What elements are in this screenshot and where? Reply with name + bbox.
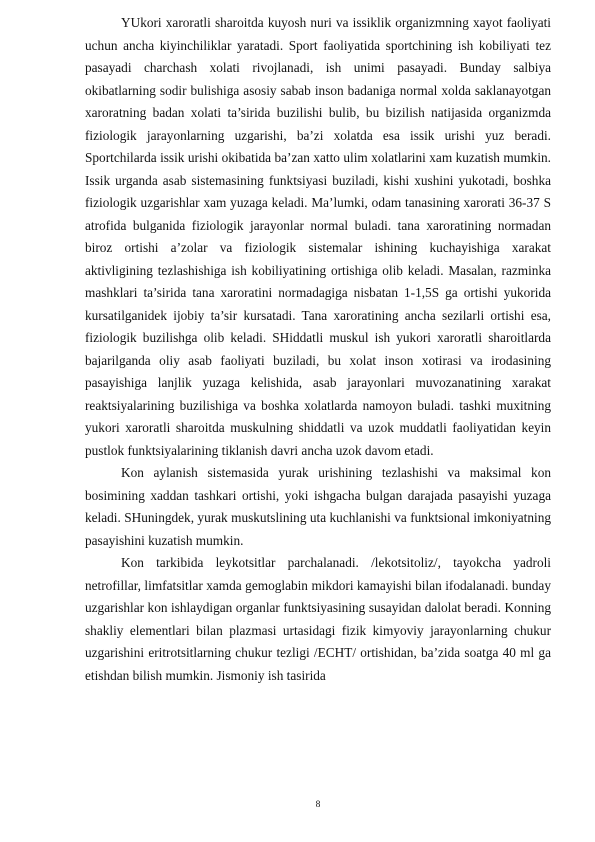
body-text xyxy=(85,12,551,687)
paragraph-blood-composition: Kon tarkibida leykotsitlar parchalanadi. /lekotsitoliz/, tayokcha yadroli netrofillar, limfatsitlar xamda gemoglabin mikdori kamayishi bilan ifodalanadi. bunday uzgarishlar kon ishlaydigan organlar funktsiyasining susayidan dalolat beradi. Konning shakliy elementlari bilan plazmasi urtasidagi fizik kimyoviy jarayonlarning chukur uzgarishini eritrotsitlarning chukur tezligi /ECHT/ ortishidan, ba’zida soatga 40 ml ga etishdan bilish mumkin. Jismoniy ish tasirida xyxy=(85,555,551,683)
paragraph-heat-effects: YUkori xaroratli sharoitda kuyosh nuri va issiklik organizmning xayot faoliyati uchun ancha kiyinchiliklar yaratadi. Sport faoliyatida sportchining ish kobiliyati tez pasayadi charchash xolati rivojlanadi, ish unimi pasayadi. Bunday salbiya okibatlarning sodir bulishiga asosiy sabab inson badaniga normal xolda saklanayotgan xaroratning badan xolati ta’sirida buzilishi bulib, bu bizilish natijasida organizmda fiziologik jarayonlarning uzgarishi, ba’zi xolatda esa issik urishi yuz beradi. Sportchilarda issik urishi okibatida ba’zan xatto ulim xolatlarini xam kuzatish mumkin. Issik urganda asab sistemasining funktsiyasi buziladi, kishi xushini yukotadi, boshka fiziologik uzgarishlar xam yuzaga keladi. Ma’lumki, odam tanasining xarorati 36-37 S atrofida bulganida fiziologik jarayonlar normal buladi. tana xaroratining normadan biroz ortishi a’zolar va fiziologik sistemalar ishining kuchayishiga xarakat aktivligining tezlashishiga ish kobiliyatining ortishiga olib keladi. Masalan, razminka mashklari ta’sirida tana xaroratini normadagiga nisbatan 1-1,5S ga ortishi yukorida kursatilganidek ijobiy ta’sir kursatadi. Tana xaroratining ancha sezilarli ortishi esa, fiziologik buzilishga olib keladi. SHiddatli muskul ish yukori xaroratli sharoitlarda bajarilganda oliy asab faoliyati buziladi, bu xolat inson xotirasi va irodasining pasayishiga lanjlik yuzaga kelishida, asab jarayonlari muvozanatining xarakat reaktsiyalarining buzilishiga va boshka xolatlarda namoyon buladi. tashki muxitning yukori xaroratli sharoitda muskulning shiddatli va uzok muddatli faoliyatidan keyin pustlok funktsiyalarining tiklanish davri ancha uzok davom etadi. xyxy=(85,15,551,458)
page-number: 8 xyxy=(315,800,321,810)
paragraph-circulation: Kon aylanish sistemasida yurak urishining tezlashishi va maksimal kon bosimining xaddan tashkari ortishi, yoki ishgacha bulgan darajada pasayishi yuzaga keladi. SHuningdek, yurak muskutslining uta kuchlanishi va funktsional imkoniyatning pasayishini kuzatish mumkin. xyxy=(85,465,551,548)
